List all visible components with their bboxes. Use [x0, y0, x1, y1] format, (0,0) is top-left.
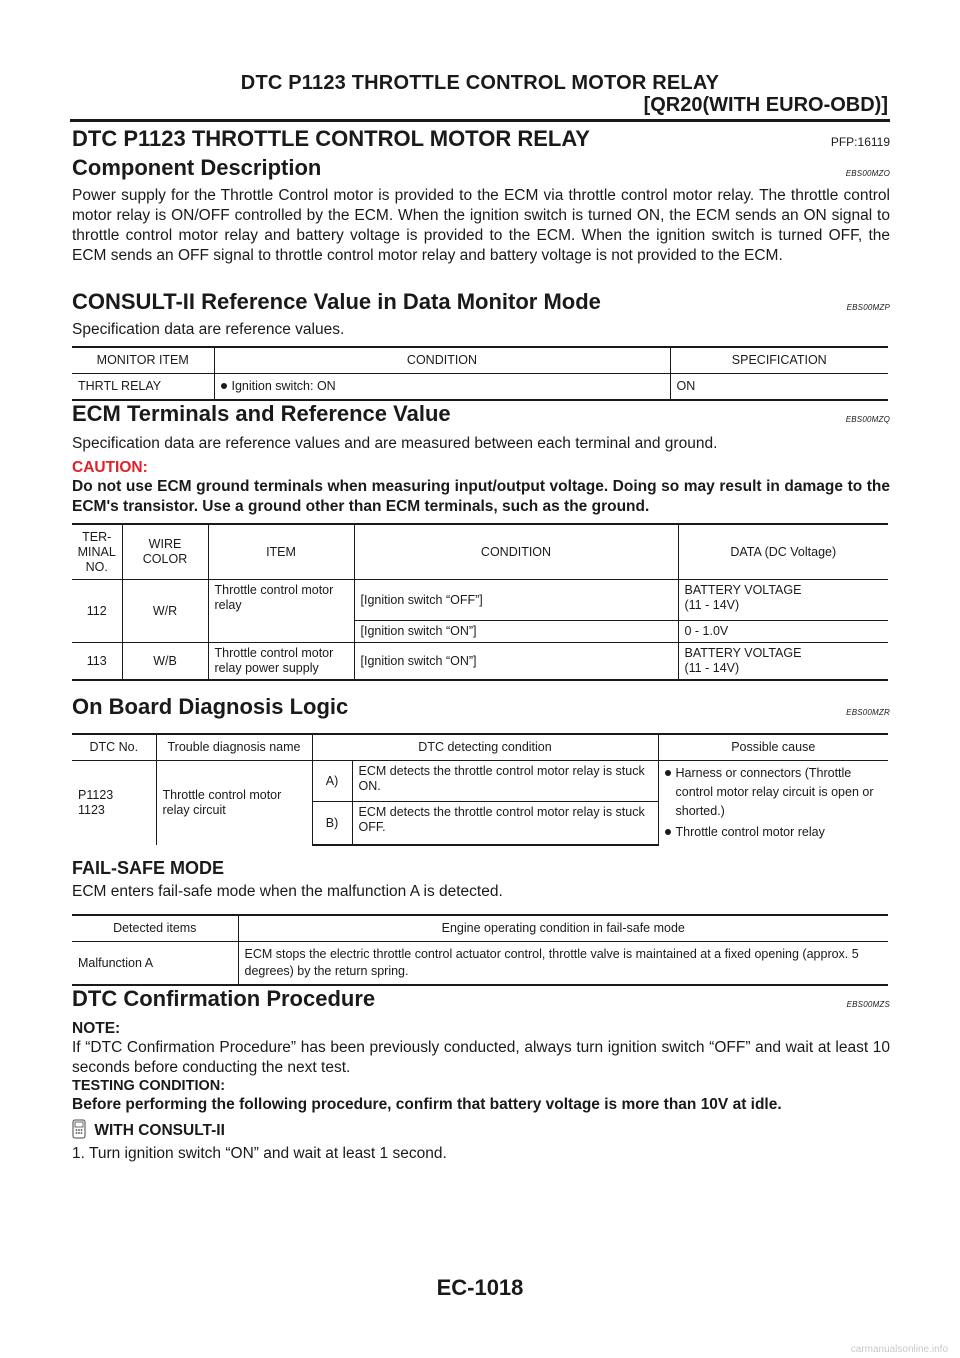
consult-tester-icon: [72, 1119, 86, 1139]
dtc-number: P1123 1123: [78, 788, 114, 817]
condition-label: A): [312, 761, 352, 802]
page-header-title: DTC P1123 THROTTLE CONTROL MOTOR RELAY: [240, 72, 720, 94]
item-cell: Throttle control motor relay: [208, 580, 354, 643]
heading-ecm-terminals: [72, 401, 890, 427]
cause-item: [665, 823, 883, 842]
obd-logic-table: [72, 733, 888, 846]
diagnosis-name: Throttle control motor relay circuit: [156, 761, 312, 846]
col-header: TER- MINAL NO.: [72, 524, 122, 580]
consult-reference-table: [72, 346, 888, 401]
heading-code: EBS00MZR: [846, 708, 890, 717]
cause-text: Throttle control motor relay: [675, 825, 825, 839]
heading-consult-reference: [72, 289, 890, 315]
heading-obd-logic: [72, 694, 890, 720]
consult-reference-text: Specification data are reference values.: [72, 321, 345, 338]
col-header: ITEM: [208, 524, 354, 580]
bullet-icon: [665, 770, 671, 776]
monitor-item: THRTL RELAY: [72, 374, 214, 401]
testing-condition-text: Before performing the following procedure, confirm that battery voltage is more than 10V at idle.: [72, 1096, 782, 1113]
table-row: [72, 580, 888, 621]
heading-text: On Board Diagnosis Logic: [72, 694, 349, 719]
terminal-no: 112: [72, 580, 122, 643]
col-header: Trouble diagnosis name: [156, 734, 312, 761]
heading-text: DTC Confirmation Procedure: [72, 986, 376, 1011]
ecm-terminals-table: [72, 523, 888, 681]
section-title-text: DTC P1123 THROTTLE CONTROL MOTOR RELAY: [72, 126, 590, 151]
specification-cell: ON: [670, 374, 888, 401]
testing-condition-label: TESTING CONDITION:: [72, 1078, 226, 1094]
caution-label: CAUTION:: [72, 459, 148, 476]
data-cell: BATTERY VOLTAGE (11 - 14V): [678, 643, 888, 681]
condition-cell: [Ignition switch “OFF”]: [354, 580, 678, 621]
bullet-icon: [221, 383, 227, 389]
watermark-text: carmanualsonline.info: [850, 1344, 948, 1355]
heading-text: Component Description: [72, 155, 322, 180]
item-cell: Throttle control motor relay power supply: [208, 643, 354, 681]
condition-text: ECM detects the throttle control motor relay is stuck OFF.: [352, 802, 658, 846]
heading-code: EBS00MZQ: [845, 415, 890, 424]
fail-safe-table: [72, 914, 888, 986]
col-header: CONDITION: [214, 347, 670, 374]
condition-label: B): [312, 802, 352, 846]
page-header-subtitle: [QR20(WITH EURO-OBD)]: [643, 94, 888, 116]
terminal-no: 113: [72, 643, 122, 681]
table-row: [72, 374, 888, 401]
col-header: MONITOR ITEM: [72, 347, 214, 374]
section-title: [72, 126, 890, 152]
data-cell: 0 - 1.0V: [678, 621, 888, 643]
col-header: CONDITION: [354, 524, 678, 580]
detected-item: Malfunction A: [72, 942, 238, 986]
note-text: If “DTC Confirmation Procedure” has been previously conducted, always turn ignition switch “OFF” and wait at least 10 seconds before conducting the next test.: [72, 1039, 890, 1076]
cause-text: Harness or connectors (Throttle control motor relay circuit is open or shorted.): [675, 766, 874, 818]
wire-color: W/R: [122, 580, 208, 643]
heading-text: ECM Terminals and Reference Value: [72, 401, 451, 426]
col-header: DTC No.: [72, 734, 156, 761]
table-row: [72, 942, 888, 986]
cause-item: [665, 764, 883, 821]
heading-code: EBS00MZS: [846, 1000, 890, 1009]
condition-text: ECM detects the throttle control motor relay is stuck ON.: [352, 761, 658, 802]
heading-fail-safe: FAIL-SAFE MODE: [72, 858, 224, 878]
condition-cell: [214, 374, 670, 401]
note-label: NOTE:: [72, 1020, 121, 1037]
fail-safe-text: ECM enters fail-safe mode when the malfunction A is detected.: [72, 883, 503, 900]
bullet-icon: [665, 829, 671, 835]
col-header: Possible cause: [658, 734, 888, 761]
condition-cell: [Ignition switch “ON”]: [354, 621, 678, 643]
heading-code: EBS00MZP: [846, 303, 890, 312]
table-row: [72, 761, 888, 802]
condition-cell: [Ignition switch “ON”]: [354, 643, 678, 681]
col-header: SPECIFICATION: [670, 347, 888, 374]
heading-dtc-confirmation: [72, 986, 890, 1012]
col-header: DTC detecting condition: [312, 734, 658, 761]
wire-color: W/B: [122, 643, 208, 681]
component-description-text: Power supply for the Throttle Control motor is provided to the ECM via throttle control motor relay. The throttle control motor relay is ON/OFF controlled by the ECM. When the ignition switch is turned ON, the ECM sends an ON signal to throttle control motor relay and battery voltage is provided to the ECM. When the ignition switch is turned OFF, the ECM sends an OFF signal to throttle control motor relay and battery voltage is not provided to the ECM.: [72, 187, 890, 264]
pfp-code: PFP:16119: [830, 135, 890, 149]
heading-component-description: [72, 155, 890, 181]
page-number: EC-1018: [436, 1275, 524, 1300]
col-header: Detected items: [72, 915, 238, 942]
ecm-terminals-text: Specification data are reference values and are measured between each terminal and ground.: [72, 435, 718, 452]
col-header: DATA (DC Voltage): [678, 524, 888, 580]
data-cell: BATTERY VOLTAGE (11 - 14V): [678, 580, 888, 621]
possible-cause-cell: [658, 761, 888, 846]
with-consult-heading: [72, 1119, 225, 1140]
table-row: [72, 643, 888, 681]
operating-condition: ECM stops the electric throttle control actuator control, throttle valve is maintained at a fixed opening (approx. 5 degrees) by the return spring.: [238, 942, 888, 986]
col-header: Engine operating condition in fail-safe mode: [238, 915, 888, 942]
header-rule: [70, 119, 890, 122]
procedure-step-1: 1. Turn ignition switch “ON” and wait at least 1 second.: [72, 1145, 447, 1162]
condition-text: Ignition switch: ON: [231, 379, 336, 393]
with-consult-label: WITH CONSULT-II: [94, 1122, 225, 1139]
heading-text: CONSULT-II Reference Value in Data Monitor Mode: [72, 289, 601, 314]
col-header: WIRE COLOR: [122, 524, 208, 580]
caution-text: Do not use ECM ground terminals when measuring input/output voltage. Doing so may result in damage to the ECM's transistor. Use a ground other than ECM terminals, such as the ground.: [72, 478, 890, 515]
heading-code: EBS00MZO: [845, 169, 890, 178]
